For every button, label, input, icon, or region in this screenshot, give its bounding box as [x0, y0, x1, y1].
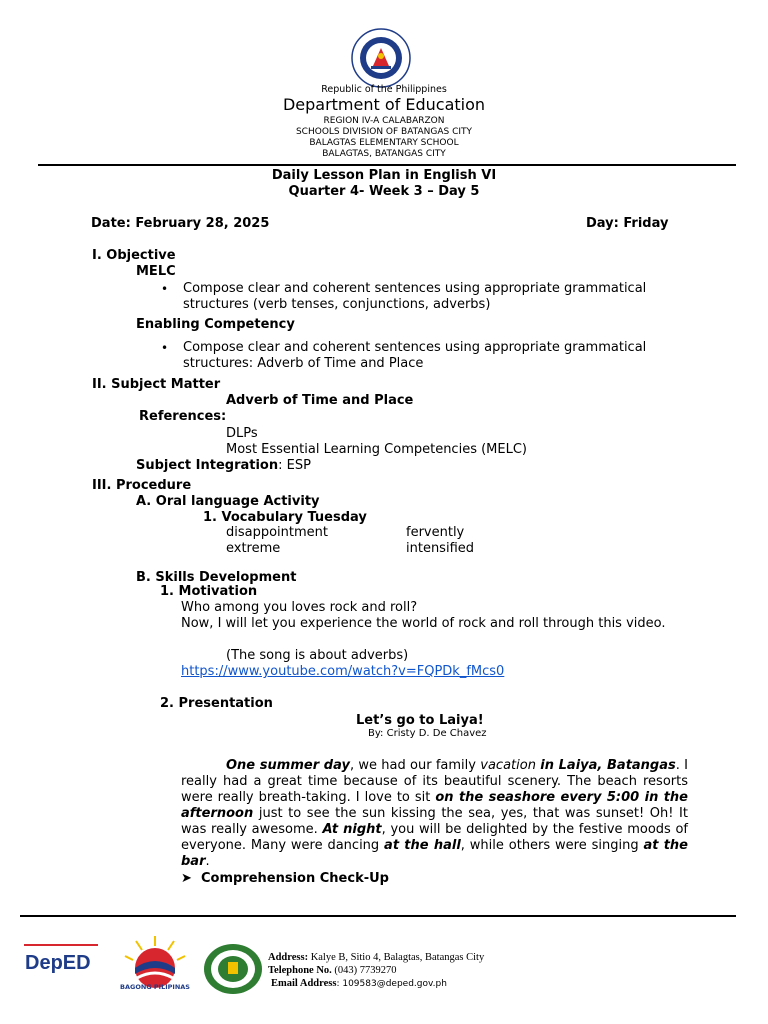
- deped-logo-text: DepED: [25, 952, 91, 974]
- story-segment: , you will be delighted by the festive moods of everyone. Many were dancing: [181, 822, 689, 853]
- deped-logo: [24, 944, 98, 974]
- story-title: Let’s go to Laiya!: [356, 713, 484, 728]
- motivation-label: 1. Motivation: [160, 584, 258, 599]
- references-label: References:: [139, 409, 227, 424]
- presentation-label: 2. Presentation: [160, 696, 273, 711]
- motivation-question: Who among you loves rock and roll?: [181, 600, 418, 615]
- school-seal-icon: [203, 943, 263, 995]
- story-segment: . I really had a great time because of its beautiful scenery. The beach resorts were really breath-taking. I love to sit: [181, 758, 689, 805]
- oral-activity-label: A. Oral language Activity: [136, 494, 320, 509]
- footer-address: [268, 951, 484, 964]
- story-segment: , we had our family: [349, 758, 481, 773]
- story-segment: At night: [322, 822, 382, 837]
- department-title: Department of Education: [282, 95, 486, 114]
- story-segment: , while others were singing: [460, 838, 644, 853]
- vocabulary-label: 1. Vocabulary Tuesday: [203, 510, 367, 525]
- lesson-title: Daily Lesson Plan in English VI: [271, 168, 497, 183]
- day-label: Day: Friday: [586, 216, 669, 231]
- deped-seal-icon: [351, 28, 411, 88]
- address-label: Address:: [268, 952, 309, 963]
- motivation-text: Now, I will let you experience the world of rock and roll through this video.: [181, 616, 666, 631]
- integration-label: Subject Integration: [136, 458, 279, 473]
- vocab-word: fervently: [406, 525, 465, 540]
- skills-label: B. Skills Development: [136, 570, 297, 585]
- vocab-word: intensified: [406, 541, 475, 556]
- subject-heading: II. Subject Matter: [92, 377, 221, 392]
- integration-value: : ESP: [278, 458, 311, 473]
- story-segment: .: [205, 854, 210, 869]
- comprehension-check: [181, 871, 389, 887]
- objective-heading: I. Objective: [92, 248, 176, 263]
- comprehension-label: Comprehension Check-Up: [200, 871, 389, 886]
- story-paragraph: [181, 758, 688, 870]
- story-segment: vacation: [480, 758, 536, 773]
- footer-phone: [268, 964, 397, 977]
- date-label: Date: February 28, 2025: [91, 216, 270, 231]
- address-value: Kalye B, Sitio 4, Balagtas, Batangas City: [308, 952, 485, 963]
- bagong-pilipinas-label: BAGONG PILIPINAS: [120, 983, 190, 991]
- arrow-icon: ➤: [181, 871, 192, 886]
- reference-item: Most Essential Learning Competencies (MELC): [226, 442, 527, 457]
- subject-integration: [136, 458, 311, 474]
- bagong-pilipinas-logo-icon: [122, 934, 188, 990]
- footer-divider: [20, 915, 736, 917]
- phone-label: Telephone No.: [268, 965, 332, 976]
- story-segment: just to see the sun kissing the sea, yes, that was sunset! Oh! It was really awesome.: [181, 806, 688, 837]
- story-segment: at the bar: [181, 838, 688, 869]
- vocab-word: disappointment: [226, 525, 329, 540]
- subject-topic: Adverb of Time and Place: [226, 393, 414, 408]
- reference-item: DLPs: [226, 426, 258, 441]
- enabling-label: Enabling Competency: [136, 317, 295, 332]
- region-label: REGION IV-A CALABARZON: [323, 116, 445, 126]
- vocab-word: extreme: [226, 541, 281, 556]
- division-label: SCHOOLS DIVISION OF BATANGAS CITY: [295, 127, 473, 137]
- location-label: BALAGTAS, BATANGAS CITY: [322, 149, 446, 159]
- school-label: BALAGTAS ELEMENTARY SCHOOL: [309, 138, 459, 148]
- lesson-subtitle: Quarter 4- Week 3 – Day 5: [288, 184, 480, 199]
- enabling-item: • Compose clear and coherent sentences using appropriate grammatical structures: Adverb of Time and Place: [183, 340, 703, 372]
- song-note: (The song is about adverbs): [226, 648, 409, 663]
- email-label: Email Address: [271, 978, 337, 989]
- youtube-link[interactable]: https://www.youtube.com/watch?v=FQPDk_fMcs0: [181, 664, 505, 679]
- melc-label: MELC: [136, 264, 176, 279]
- story-segment: in Laiya, Batangas: [540, 758, 676, 773]
- header-divider: [38, 164, 736, 166]
- melc-item: • Compose clear and coherent sentences using appropriate grammatical structures (verb tenses, conjunctions, adverbs): [183, 281, 703, 313]
- email-value: : 109583@deped.gov.ph: [336, 979, 447, 989]
- story-segment: at the hall: [384, 838, 461, 853]
- story-segment: on the seashore every 5:00 in the afternoon: [181, 790, 688, 821]
- republic-label: Republic of the Philippines: [321, 84, 447, 95]
- phone-value: (043) 7739270: [331, 965, 397, 976]
- story-segment: One summer day: [226, 758, 350, 773]
- story-author: By: Cristy D. De Chavez: [368, 728, 487, 739]
- procedure-heading: III. Procedure: [92, 478, 192, 493]
- footer-email: [271, 977, 447, 991]
